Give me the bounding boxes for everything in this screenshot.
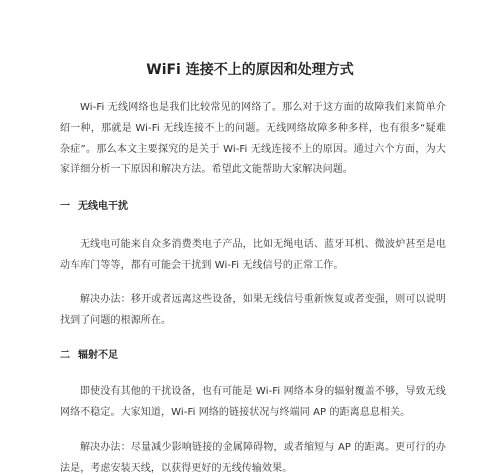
section-number-2: 二 <box>60 350 70 361</box>
section-1-paragraph-1: 无线电可能来自众多消费类电子产品，比如无绳电话、蓝牙耳机、微波炉甚至是电动车库门等等，都有可能会干扰到 Wi-Fi 无线信号的正常工作。 <box>60 239 446 271</box>
section-heading-1 <box>60 197 446 217</box>
section-2-paragraph-2: 解决办法：尽量减少影响链接的金属障碍物，或者缩短与 AP 的距离。更可行的办法是，考虑安装天线，以获得更好的无线传输效果。 <box>60 442 446 474</box>
section-2-paragraph-1: 即使没有其他的干扰设备，也有可能是 Wi-Fi 网络本身的辐射覆盖不够，导致无线网络不稳定。大家知道，Wi-Fi 网络的链接状况与终端同 AP 的距离息息相关。 <box>60 386 446 418</box>
section-number-1: 一 <box>60 201 70 212</box>
section-title-2: 辐射不足 <box>78 350 118 361</box>
document-title: WiFi 连接不上的原因和处理方式 <box>146 62 354 78</box>
section-1-paragraph-2: 解决办法：移开或者远离这些设备，如果无线信号重新恢复或者变强，则可以说明找到了问题的根源所在。 <box>60 294 446 326</box>
section-heading-2 <box>60 346 446 366</box>
section-title-1: 无线电干扰 <box>78 201 128 212</box>
intro-paragraph: Wi-Fi 无线网络也是我们比较常见的网络了。那么对于这方面的故障我们来简单介绍一种，那就是 Wi-Fi 无线连接不上的问题。无线网络故障多种多样，也有很多“疑难杂症”。那么本文主要探究的是关于 Wi-Fi 无线连接不上的原因。通过六个方面，为大家详细分析一下原因和解决方法。希望此文能帮助大家解决问题。 <box>60 102 446 176</box>
